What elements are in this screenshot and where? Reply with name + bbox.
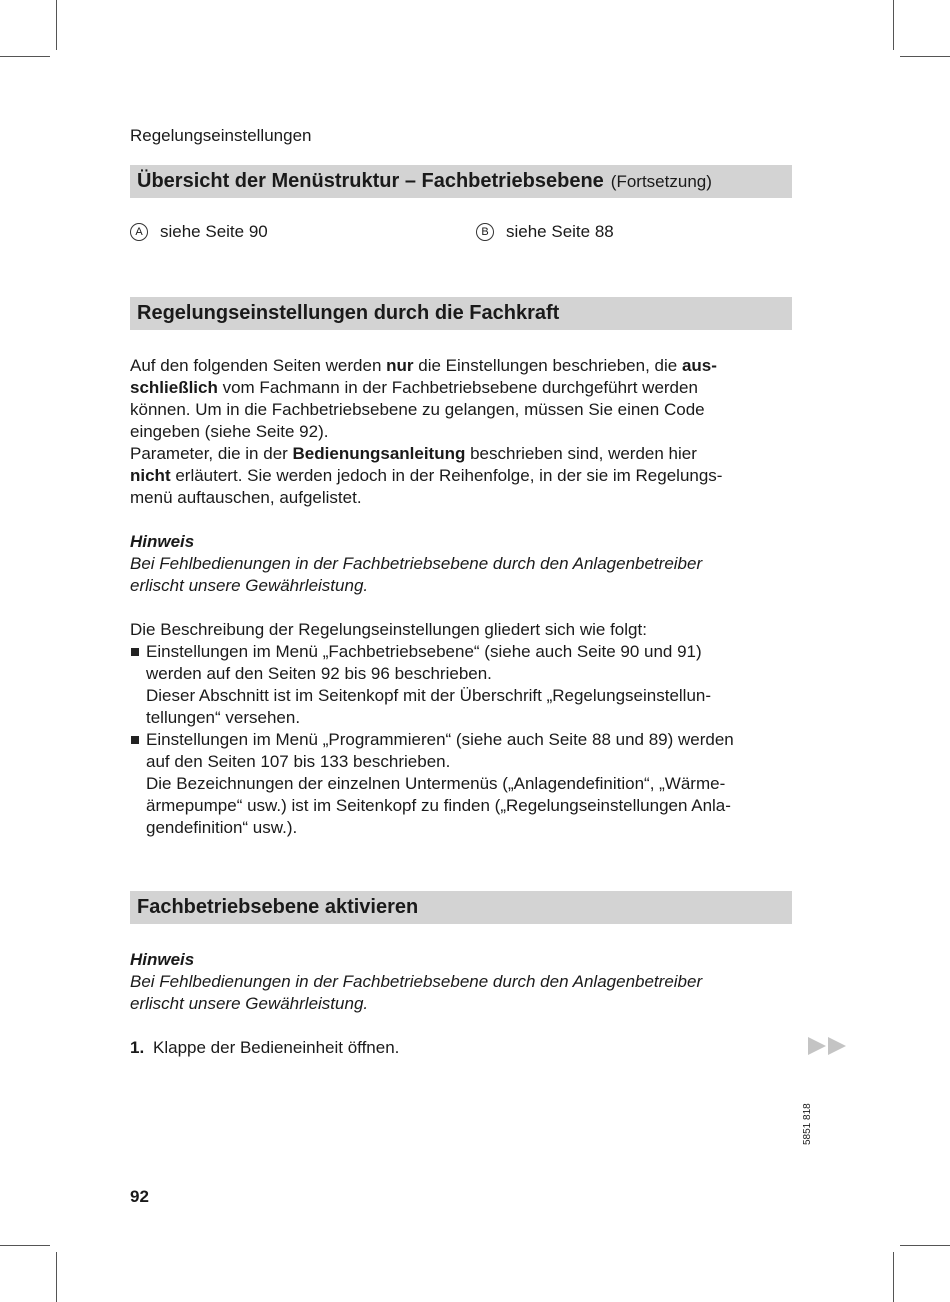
page-number: 92 [130,1187,149,1206]
reference-row [130,222,792,246]
crop-mark [0,1245,50,1246]
note-block [130,949,792,1015]
step-item [130,1037,792,1059]
note-line: Bei Fehlbedienungen in der Fachbetriebsebene durch den Anlagenbetreiber [130,972,703,991]
paragraph-line: eingeben (siehe Seite 92). [130,422,329,441]
crop-mark [56,1252,57,1302]
crop-mark [900,56,950,57]
step-list [130,1037,792,1059]
note-title: Hinweis [130,532,195,551]
circled-letter-b: B [476,223,494,241]
note-line: erlischt unsere Gewährleistung. [130,994,369,1013]
section-heading-activate [130,891,792,924]
body-paragraph [130,355,792,509]
reference-b [476,222,614,242]
paragraph-line: menü auftauschen, aufgelistet. [130,488,362,507]
step-number: 1. [130,1038,145,1057]
crop-mark [893,0,894,50]
section-title: Fachbetriebsebene aktivieren [137,896,419,918]
reference-a [130,222,268,242]
paragraph-line: Parameter, die in der Bedienungsanleitung beschrieben sind, werden hier [130,444,697,463]
crop-mark [0,56,50,57]
list-item: Einstellungen im Menü „Fachbetriebsebene“ (siehe auch Seite 90 und 91) werden auf den Seiten 92 bis 96 beschrieben. Dieser Abschnitt ist im Seitenkopf mit der Überschrift „Regelungseinstellun- tellungen“ versehen. [130,641,792,729]
list-item: Einstellungen im Menü „Programmieren“ (siehe auch Seite 88 und 89) werden auf den Seiten 107 bis 133 beschrieben. Die Bezeichnungen der einzelnen Untermenüs („Anlagendefinition“, „Wärme- ärmepumpe“ usw.) ist im Seitenkopf zu finden („Regelungseinstellungen Anla- gendefinition“ usw.). [130,729,792,839]
paragraph-line: können. Um in die Fachbetriebsebene zu gelangen, müssen Sie einen Code [130,400,705,419]
paragraph-line: nicht erläutert. Sie werden jedoch in der Reihenfolge, in der sie im Regelungs- [130,466,723,485]
continued-label: (Fortsetzung) [610,171,712,191]
reference-a-text: siehe Seite 90 [160,222,268,241]
section-title: Regelungseinstellungen durch die Fachkraft [137,302,560,324]
section-heading-menu-structure [130,165,792,198]
step-text: Klappe der Bedieneinheit öffnen. [153,1038,400,1057]
section-title: Übersicht der Menüstruktur – Fachbetriebsebene [137,170,604,192]
paragraph-line: Auf den folgenden Seiten werden nur die Einstellungen beschrieben, die aus- [130,356,717,375]
note-line: erlischt unsere Gewährleistung. [130,576,369,595]
paragraph-line: schließlich vom Fachmann in der Fachbetriebsebene durchgeführt werden [130,378,698,397]
structure-description [130,619,792,839]
note-block [130,531,792,597]
crop-mark [900,1245,950,1246]
crop-mark [893,1252,894,1302]
bullet-square-icon [131,736,139,744]
circled-letter-a: A [130,223,148,241]
section-heading-settings [130,297,792,330]
continue-arrows-icon [808,1037,846,1055]
bullet-square-icon [131,648,139,656]
crop-mark [56,0,57,50]
running-header: Regelungseinstellungen [130,126,312,145]
intro-line: Die Beschreibung der Regelungseinstellungen gliedert sich wie folgt: [130,620,647,639]
reference-b-text: siehe Seite 88 [506,222,614,241]
note-line: Bei Fehlbedienungen in der Fachbetriebsebene durch den Anlagenbetreiber [130,554,703,573]
document-number: 5851 818 [802,1103,813,1145]
note-title: Hinweis [130,950,195,969]
